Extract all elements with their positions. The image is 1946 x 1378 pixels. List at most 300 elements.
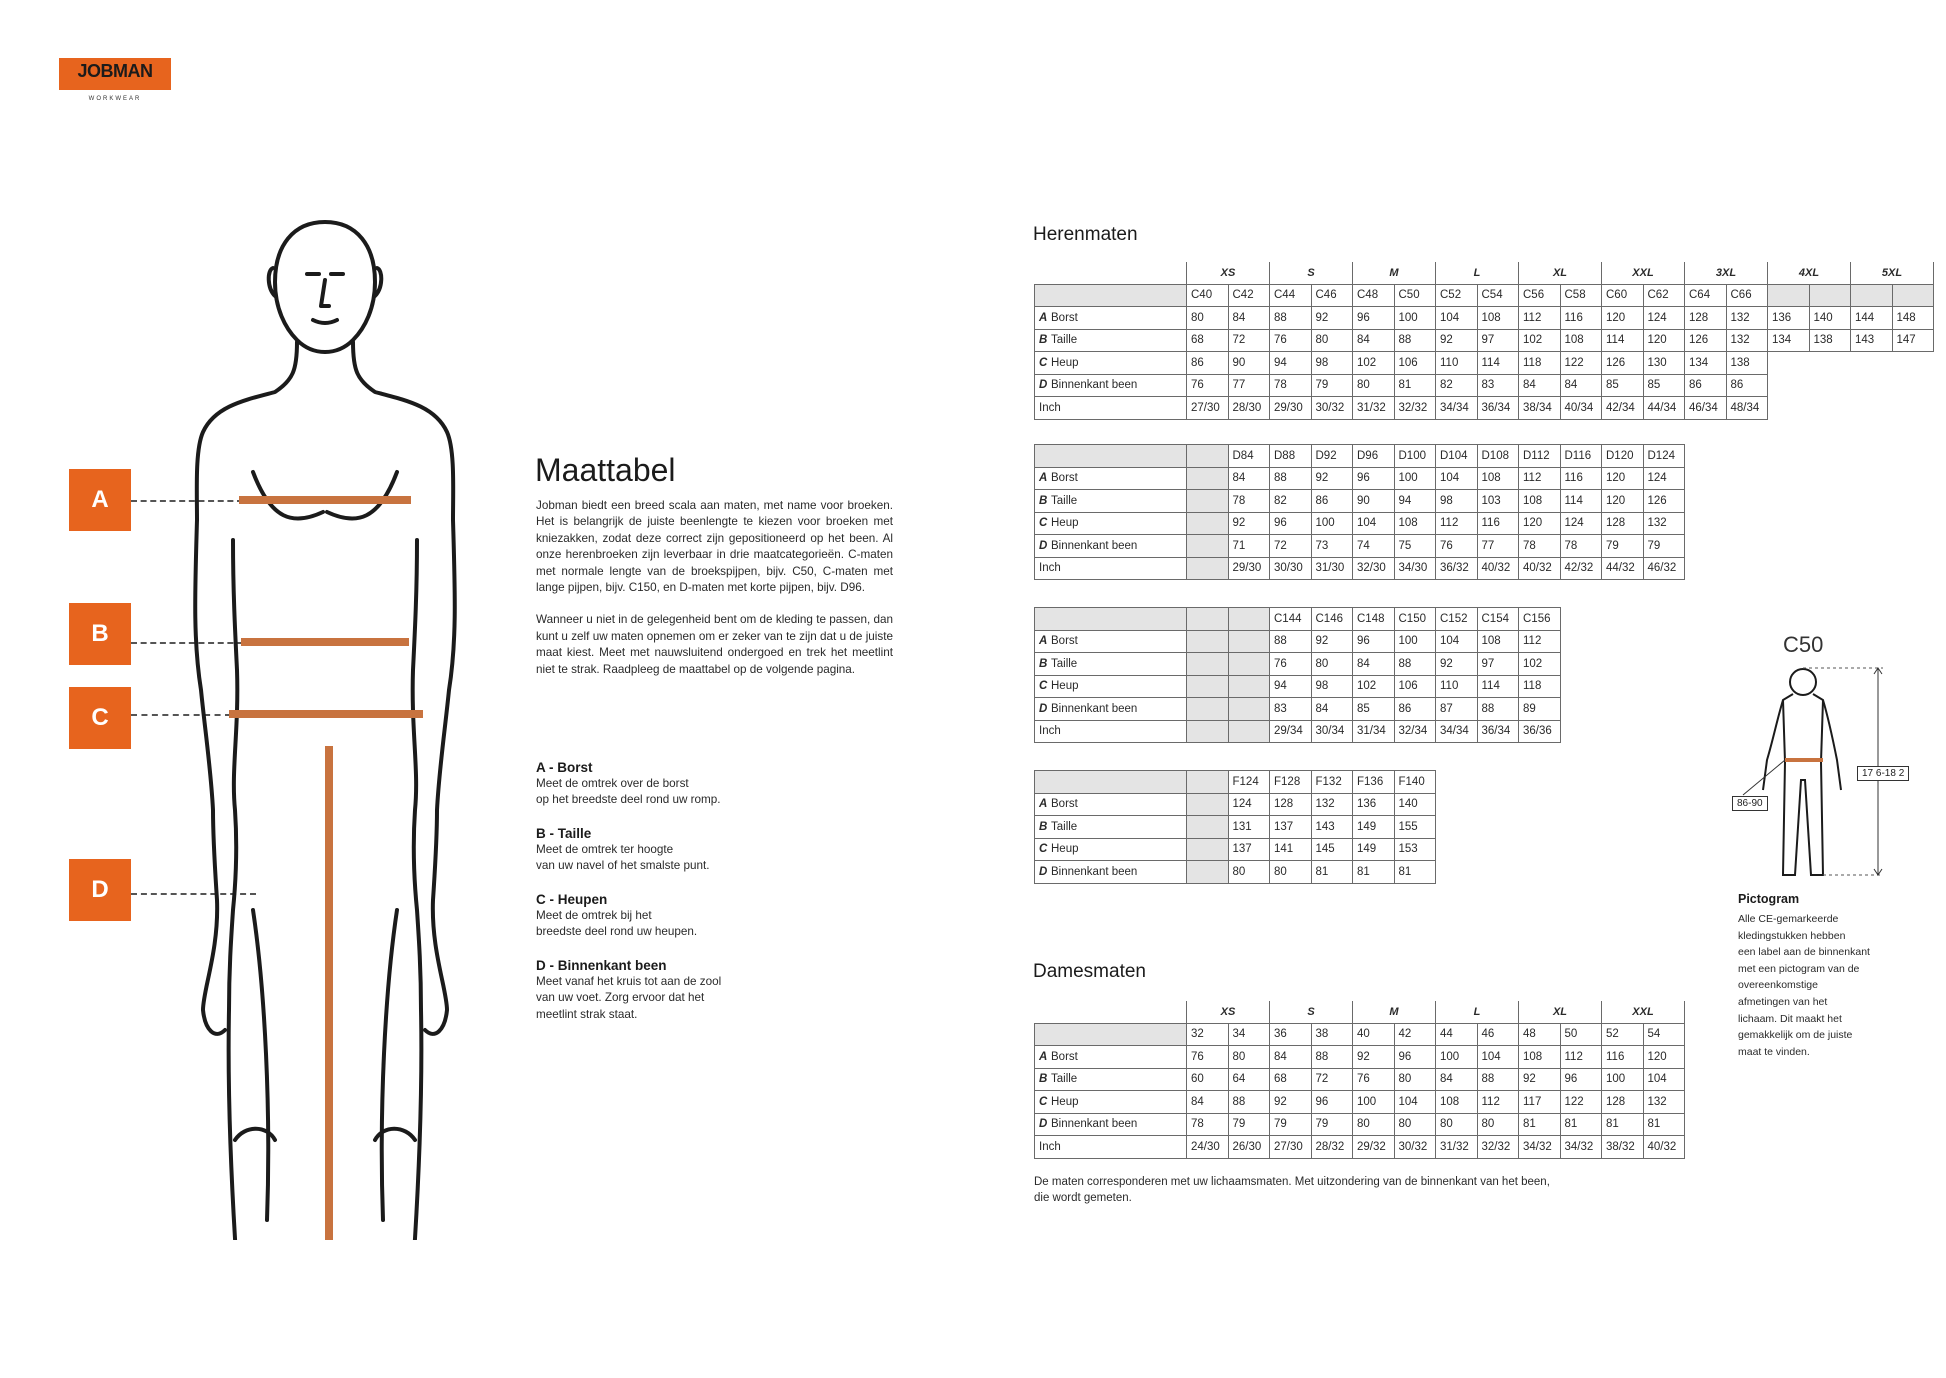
size-value-cell: 34/34 <box>1436 397 1478 420</box>
size-table-men-f <box>1034 770 1436 884</box>
empty-size-cell <box>1228 608 1270 631</box>
row-key: D <box>1039 865 1048 878</box>
size-value-cell: 80 <box>1353 374 1395 397</box>
size-value-cell: 118 <box>1519 675 1561 698</box>
size-value-cell: 31/34 <box>1353 720 1395 743</box>
measure-borst <box>536 759 836 809</box>
size-group-label: XXL <box>1602 262 1685 284</box>
size-code-cell: D108 <box>1477 445 1519 468</box>
size-value-cell: 106 <box>1394 675 1436 698</box>
empty-shaded-cell <box>1228 675 1270 698</box>
size-value-cell: 112 <box>1436 512 1478 535</box>
size-value-cell: 72 <box>1228 329 1270 352</box>
size-value-cell: 94 <box>1270 675 1312 698</box>
size-value-cell: 102 <box>1353 352 1395 375</box>
size-code-cell: C50 <box>1394 284 1436 307</box>
size-code-cell: C56 <box>1519 284 1561 307</box>
size-value-cell: 31/32 <box>1353 397 1395 420</box>
empty-shaded-cell <box>1187 720 1229 743</box>
size-code-row <box>1035 1023 1685 1046</box>
size-value-cell: 112 <box>1519 307 1561 330</box>
empty-size-cell <box>1187 771 1229 794</box>
size-group-label: 3XL <box>1685 262 1768 284</box>
size-value-cell: 80 <box>1270 861 1312 884</box>
row-label-text: Binnenkant been <box>1051 865 1138 878</box>
size-code-cell: D96 <box>1353 445 1395 468</box>
size-value-cell: 134 <box>1768 329 1810 352</box>
size-value-cell: 78 <box>1187 1113 1229 1136</box>
size-value-cell: 29/32 <box>1353 1136 1395 1159</box>
size-value-cell: 77 <box>1477 535 1519 558</box>
size-group-label: L <box>1436 1001 1519 1023</box>
size-value-cell: 141 <box>1270 838 1312 861</box>
size-value-cell: 92 <box>1311 307 1353 330</box>
size-value-cell: 88 <box>1270 467 1312 490</box>
empty-shaded-cell <box>1187 535 1229 558</box>
size-code-row <box>1035 284 1934 307</box>
size-value-cell: 92 <box>1436 653 1478 676</box>
size-code-cell: C40 <box>1187 284 1229 307</box>
size-code-cell: F128 <box>1270 771 1312 794</box>
size-value-cell: 34/32 <box>1519 1136 1561 1159</box>
size-data-row <box>1035 653 1561 676</box>
size-value-cell: 88 <box>1228 1091 1270 1114</box>
size-value-cell: 79 <box>1311 1113 1353 1136</box>
size-value-cell: 76 <box>1187 374 1229 397</box>
row-label <box>1035 698 1187 721</box>
size-value-cell: 102 <box>1353 675 1395 698</box>
size-value-cell: 84 <box>1311 698 1353 721</box>
size-value-cell: 114 <box>1477 675 1519 698</box>
row-label-text: Taille <box>1051 657 1078 670</box>
size-value-cell: 112 <box>1477 1091 1519 1114</box>
size-group-label: 4XL <box>1768 262 1851 284</box>
size-value-cell: 90 <box>1353 490 1395 513</box>
logo-brand: JOBMAN <box>77 61 153 81</box>
size-value-cell: 155 <box>1394 816 1436 839</box>
size-value-cell: 81 <box>1394 861 1436 884</box>
size-code-cell: C64 <box>1685 284 1727 307</box>
row-key: C <box>1039 1095 1048 1108</box>
row-label-text: Binnenkant been <box>1051 539 1138 552</box>
size-value-cell: 76 <box>1353 1068 1395 1091</box>
row-label <box>1035 630 1187 653</box>
size-value-cell: 44/34 <box>1643 397 1685 420</box>
empty-size-cell <box>1187 608 1229 631</box>
size-value-cell: 36/36 <box>1519 720 1561 743</box>
footnote: De maten corresponderen met uw lichaamsmaten. Met uitzondering van de binnenkant van het been, die wordt gemeten. <box>1034 1176 1550 1204</box>
measure-binnenkant-been <box>536 957 836 1023</box>
size-value-cell: 97 <box>1477 653 1519 676</box>
row-label-text: Heup <box>1051 517 1079 530</box>
size-code-cell: 36 <box>1270 1023 1312 1046</box>
row-label-text: Taille <box>1051 1073 1078 1086</box>
pictogram-text-line: lichaam. Dit maakt het <box>1738 1012 1842 1025</box>
measure-heading: D - Binnenkant been <box>536 958 667 973</box>
size-value-cell: 120 <box>1519 512 1561 535</box>
size-value-cell: 34/34 <box>1436 720 1478 743</box>
jobman-logo <box>59 58 171 102</box>
size-value-cell: 144 <box>1851 307 1893 330</box>
size-code-cell: 48 <box>1519 1023 1561 1046</box>
size-code-cell: D92 <box>1311 445 1353 468</box>
size-code-cell: 46 <box>1477 1023 1519 1046</box>
measure-text: Meet de omtrek over de borst <box>536 777 689 790</box>
row-key: A <box>1039 798 1048 811</box>
size-code-cell: 52 <box>1602 1023 1644 1046</box>
size-value-cell: 36/32 <box>1436 557 1478 580</box>
size-value-cell: 104 <box>1394 1091 1436 1114</box>
blank-cell <box>1768 374 1810 397</box>
size-group-label: XL <box>1519 1001 1602 1023</box>
size-value-cell: 104 <box>1353 512 1395 535</box>
size-code-cell: C156 <box>1519 608 1561 631</box>
blank-cell <box>1892 352 1934 375</box>
size-data-row <box>1035 1091 1685 1114</box>
size-value-cell: 86 <box>1726 374 1768 397</box>
size-value-cell: 114 <box>1560 490 1602 513</box>
size-value-cell: 72 <box>1311 1068 1353 1091</box>
size-value-cell: 84 <box>1353 653 1395 676</box>
row-label-text: Binnenkant been <box>1051 379 1138 392</box>
blank-cell <box>1809 352 1851 375</box>
size-table-men-c <box>1034 262 1934 420</box>
size-value-cell: 80 <box>1353 1113 1395 1136</box>
size-value-cell: 98 <box>1436 490 1478 513</box>
size-value-cell: 126 <box>1643 490 1685 513</box>
size-value-cell: 83 <box>1477 374 1519 397</box>
row-key: C <box>1039 680 1048 693</box>
row-label-text: Borst <box>1051 472 1078 485</box>
spacer-cell <box>1035 262 1187 284</box>
empty-shaded-cell <box>1187 512 1229 535</box>
row-label <box>1035 838 1187 861</box>
empty-shaded-cell <box>1228 698 1270 721</box>
size-data-row <box>1035 467 1685 490</box>
size-code-cell: 40 <box>1353 1023 1395 1046</box>
size-value-cell: 40/32 <box>1477 557 1519 580</box>
row-label <box>1035 861 1187 884</box>
size-value-cell: 92 <box>1311 630 1353 653</box>
size-code-cell: F140 <box>1394 771 1436 794</box>
size-value-cell: 48/34 <box>1726 397 1768 420</box>
logo-sub: WORKWEAR <box>88 96 142 102</box>
size-value-cell: 42/34 <box>1602 397 1644 420</box>
size-value-cell: 42/32 <box>1560 557 1602 580</box>
row-label <box>1035 675 1187 698</box>
size-value-cell: 73 <box>1311 535 1353 558</box>
pictogram-height-label: 17 6-18 2 <box>1857 766 1909 781</box>
size-value-cell: 140 <box>1809 307 1851 330</box>
row-key: A <box>1039 472 1048 485</box>
size-value-cell: 116 <box>1602 1046 1644 1069</box>
row-label-header <box>1035 771 1187 794</box>
size-value-cell: 112 <box>1519 630 1561 653</box>
empty-shaded-cell <box>1187 490 1229 513</box>
row-label-text: Borst <box>1051 635 1078 648</box>
measure-text: van uw navel of het smalste punt. <box>536 859 710 873</box>
size-value-cell: 132 <box>1726 329 1768 352</box>
size-value-cell: 143 <box>1311 816 1353 839</box>
row-label-text: Inch <box>1039 562 1061 575</box>
row-label-text: Inch <box>1039 1140 1061 1153</box>
size-data-row <box>1035 1046 1685 1069</box>
size-value-cell: 71 <box>1228 535 1270 558</box>
empty-shaded-cell <box>1187 675 1229 698</box>
size-group-label: XL <box>1519 262 1602 284</box>
size-value-cell: 80 <box>1394 1113 1436 1136</box>
row-label-text: Binnenkant been <box>1051 1118 1138 1131</box>
blank-cell <box>1851 352 1893 375</box>
row-key: D <box>1039 702 1048 715</box>
row-label-text: Inch <box>1039 401 1061 414</box>
row-label <box>1035 490 1187 513</box>
measure-heupen <box>536 891 836 941</box>
size-value-cell: 84 <box>1228 307 1270 330</box>
size-value-cell: 60 <box>1187 1068 1229 1091</box>
size-code-cell <box>1851 284 1893 307</box>
size-value-cell: 84 <box>1270 1046 1312 1069</box>
size-value-cell: 128 <box>1270 793 1312 816</box>
size-value-cell: 36/34 <box>1477 720 1519 743</box>
row-label <box>1035 1091 1187 1114</box>
size-value-cell: 29/30 <box>1228 557 1270 580</box>
empty-shaded-cell <box>1187 653 1229 676</box>
row-label-header <box>1035 445 1187 468</box>
empty-shaded-cell <box>1228 630 1270 653</box>
size-value-cell: 80 <box>1436 1113 1478 1136</box>
size-value-cell: 68 <box>1187 329 1229 352</box>
pictogram-text-line: gemakkelijk om de juiste <box>1738 1029 1853 1042</box>
size-code-cell: D100 <box>1394 445 1436 468</box>
size-value-cell: 80 <box>1311 653 1353 676</box>
size-value-cell: 36/34 <box>1477 397 1519 420</box>
row-label-header <box>1035 1023 1187 1046</box>
size-value-cell: 106 <box>1394 352 1436 375</box>
size-value-cell: 137 <box>1270 816 1312 839</box>
size-value-cell: 32/34 <box>1394 720 1436 743</box>
size-value-cell: 96 <box>1311 1091 1353 1114</box>
size-value-cell: 76 <box>1436 535 1478 558</box>
size-value-cell: 131 <box>1228 816 1270 839</box>
row-label <box>1035 1046 1187 1069</box>
size-value-cell: 122 <box>1560 352 1602 375</box>
size-value-cell: 81 <box>1643 1113 1685 1136</box>
row-label <box>1035 653 1187 676</box>
size-value-cell: 96 <box>1270 512 1312 535</box>
size-value-cell: 38/32 <box>1602 1136 1644 1159</box>
size-value-cell: 86 <box>1311 490 1353 513</box>
size-value-cell: 108 <box>1519 490 1561 513</box>
size-group-label: XXL <box>1602 1001 1685 1023</box>
row-key: B <box>1039 820 1048 833</box>
size-value-cell: 74 <box>1353 535 1395 558</box>
empty-shaded-cell <box>1187 557 1229 580</box>
size-value-cell: 112 <box>1519 467 1561 490</box>
size-value-cell: 80 <box>1228 861 1270 884</box>
size-data-row <box>1035 630 1561 653</box>
row-key: A <box>1039 1050 1048 1063</box>
intro-text <box>536 498 893 694</box>
row-key: D <box>1039 379 1048 392</box>
size-value-cell: 96 <box>1353 307 1395 330</box>
pictogram-text-line: maat te vinden. <box>1738 1045 1810 1058</box>
size-value-cell: 96 <box>1394 1046 1436 1069</box>
row-label <box>1035 397 1187 420</box>
size-value-cell: 116 <box>1560 467 1602 490</box>
empty-shaded-cell <box>1187 630 1229 653</box>
row-label-text: Heup <box>1051 680 1079 693</box>
size-value-cell: 90 <box>1228 352 1270 375</box>
size-value-cell: 80 <box>1187 307 1229 330</box>
size-value-cell: 132 <box>1726 307 1768 330</box>
size-value-cell: 30/34 <box>1311 720 1353 743</box>
size-value-cell: 76 <box>1270 653 1312 676</box>
measure-text: Meet de omtrek ter hoogte <box>536 843 674 856</box>
size-code-cell: C152 <box>1436 608 1478 631</box>
size-value-cell: 120 <box>1602 467 1644 490</box>
size-value-cell: 145 <box>1311 838 1353 861</box>
row-key: C <box>1039 517 1048 530</box>
size-code-cell: C48 <box>1353 284 1395 307</box>
size-data-row <box>1035 307 1934 330</box>
pictogram-text-line: afmetingen van het <box>1738 995 1828 1008</box>
empty-shaded-cell <box>1187 467 1229 490</box>
size-code-cell: 50 <box>1560 1023 1602 1046</box>
size-value-cell: 96 <box>1353 467 1395 490</box>
measure-heading: A - Borst <box>536 760 593 775</box>
size-value-cell: 126 <box>1602 352 1644 375</box>
empty-size-cell <box>1187 445 1229 468</box>
size-value-cell: 110 <box>1436 352 1478 375</box>
size-value-cell: 78 <box>1270 374 1312 397</box>
size-value-cell: 92 <box>1353 1046 1395 1069</box>
measure-text: op het breedste deel rond uw romp. <box>536 793 721 807</box>
size-value-cell: 96 <box>1560 1068 1602 1091</box>
size-code-cell: D112 <box>1519 445 1561 468</box>
size-data-row <box>1035 329 1934 352</box>
size-value-cell: 40/32 <box>1519 557 1561 580</box>
size-code-cell: C42 <box>1228 284 1270 307</box>
size-value-cell: 137 <box>1228 838 1270 861</box>
intro-paragraph-1: Jobman biedt een breed scala aan maten, met name voor broeken. Het is belangrijk de juiste beenlengte te kiezen voor broeken met kniezakken, zodat deze correct zijn gepositioneerd op het been. Al onze herenbroeken zijn leverbaar in drie maatcategorieën. C-maten met normale lengte van de broekspijpen, bijv. C50, C-maten met lange pijpen, bijv. C150, en D-maten met korte pijpen, bijv. D96. <box>536 499 893 595</box>
size-value-cell: 27/30 <box>1270 1136 1312 1159</box>
row-label <box>1035 374 1187 397</box>
row-label-text: Taille <box>1051 494 1078 507</box>
size-value-cell: 86 <box>1685 374 1727 397</box>
size-value-cell: 116 <box>1560 307 1602 330</box>
row-key: B <box>1039 494 1048 507</box>
row-label-text: Heup <box>1051 1095 1079 1108</box>
row-label <box>1035 793 1187 816</box>
row-key: B <box>1039 334 1048 347</box>
size-value-cell: 40/32 <box>1643 1136 1685 1159</box>
size-value-cell: 96 <box>1353 630 1395 653</box>
row-label <box>1035 467 1187 490</box>
size-value-cell: 81 <box>1519 1113 1561 1136</box>
size-code-cell: F136 <box>1353 771 1395 794</box>
measure-taille <box>536 825 836 875</box>
size-value-cell: 84 <box>1228 467 1270 490</box>
size-table-men-d <box>1034 444 1685 580</box>
size-value-cell: 32/32 <box>1477 1136 1519 1159</box>
size-value-cell: 84 <box>1353 329 1395 352</box>
measure-heading: B - Taille <box>536 826 592 841</box>
size-value-cell: 153 <box>1394 838 1436 861</box>
size-value-cell: 136 <box>1353 793 1395 816</box>
size-value-cell: 138 <box>1726 352 1768 375</box>
page-title: Maattabel <box>535 452 676 488</box>
size-data-row <box>1035 557 1685 580</box>
row-label <box>1035 535 1187 558</box>
measure-heading: C - Heupen <box>536 892 608 907</box>
size-value-cell: 85 <box>1353 698 1395 721</box>
size-value-cell: 26/30 <box>1228 1136 1270 1159</box>
size-value-cell: 86 <box>1394 698 1436 721</box>
size-value-cell: 82 <box>1436 374 1478 397</box>
size-value-cell: 79 <box>1602 535 1644 558</box>
size-group-row <box>1035 1001 1685 1023</box>
row-label <box>1035 329 1187 352</box>
size-value-cell: 81 <box>1353 861 1395 884</box>
size-value-cell: 28/32 <box>1311 1136 1353 1159</box>
size-value-cell: 117 <box>1519 1091 1561 1114</box>
size-value-cell: 120 <box>1643 329 1685 352</box>
empty-shaded-cell <box>1228 720 1270 743</box>
size-group-label: 5XL <box>1851 262 1934 284</box>
size-value-cell: 92 <box>1228 512 1270 535</box>
size-table-women <box>1034 1001 1685 1159</box>
size-code-cell: C146 <box>1311 608 1353 631</box>
size-data-row <box>1035 675 1561 698</box>
measure-text: van uw voet. Zorg ervoor dat het <box>536 991 705 1005</box>
size-value-cell: 88 <box>1477 698 1519 721</box>
size-value-cell: 88 <box>1394 329 1436 352</box>
size-value-cell: 108 <box>1477 630 1519 653</box>
row-label <box>1035 512 1187 535</box>
size-value-cell: 136 <box>1768 307 1810 330</box>
size-group-label: XS <box>1187 262 1270 284</box>
size-data-row <box>1035 720 1561 743</box>
size-value-cell: 44/32 <box>1602 557 1644 580</box>
size-value-cell: 84 <box>1187 1091 1229 1114</box>
empty-shaded-cell <box>1187 816 1229 839</box>
size-value-cell: 72 <box>1270 535 1312 558</box>
pictogram-waist-label: 86-90 <box>1732 796 1768 811</box>
size-data-row <box>1035 1136 1685 1159</box>
size-value-cell: 92 <box>1270 1091 1312 1114</box>
size-table-men-c-long <box>1034 607 1561 743</box>
herenmaten-title: Herenmaten <box>1033 224 1138 245</box>
size-value-cell: 24/30 <box>1187 1136 1229 1159</box>
size-code-cell: D120 <box>1602 445 1644 468</box>
size-value-cell: 132 <box>1643 512 1685 535</box>
size-value-cell: 118 <box>1519 352 1561 375</box>
size-value-cell: 88 <box>1270 307 1312 330</box>
size-data-row <box>1035 816 1436 839</box>
size-value-cell: 77 <box>1228 374 1270 397</box>
body-figure-illustration <box>175 210 475 1240</box>
row-key: A <box>1039 311 1048 324</box>
row-label-text: Heup <box>1051 356 1079 369</box>
size-value-cell: 80 <box>1394 1068 1436 1091</box>
size-value-cell: 130 <box>1643 352 1685 375</box>
size-value-cell: 138 <box>1809 329 1851 352</box>
size-value-cell: 128 <box>1602 1091 1644 1114</box>
size-value-cell: 132 <box>1643 1091 1685 1114</box>
measure-text: Meet de omtrek bij het <box>536 909 652 922</box>
size-value-cell: 81 <box>1602 1113 1644 1136</box>
